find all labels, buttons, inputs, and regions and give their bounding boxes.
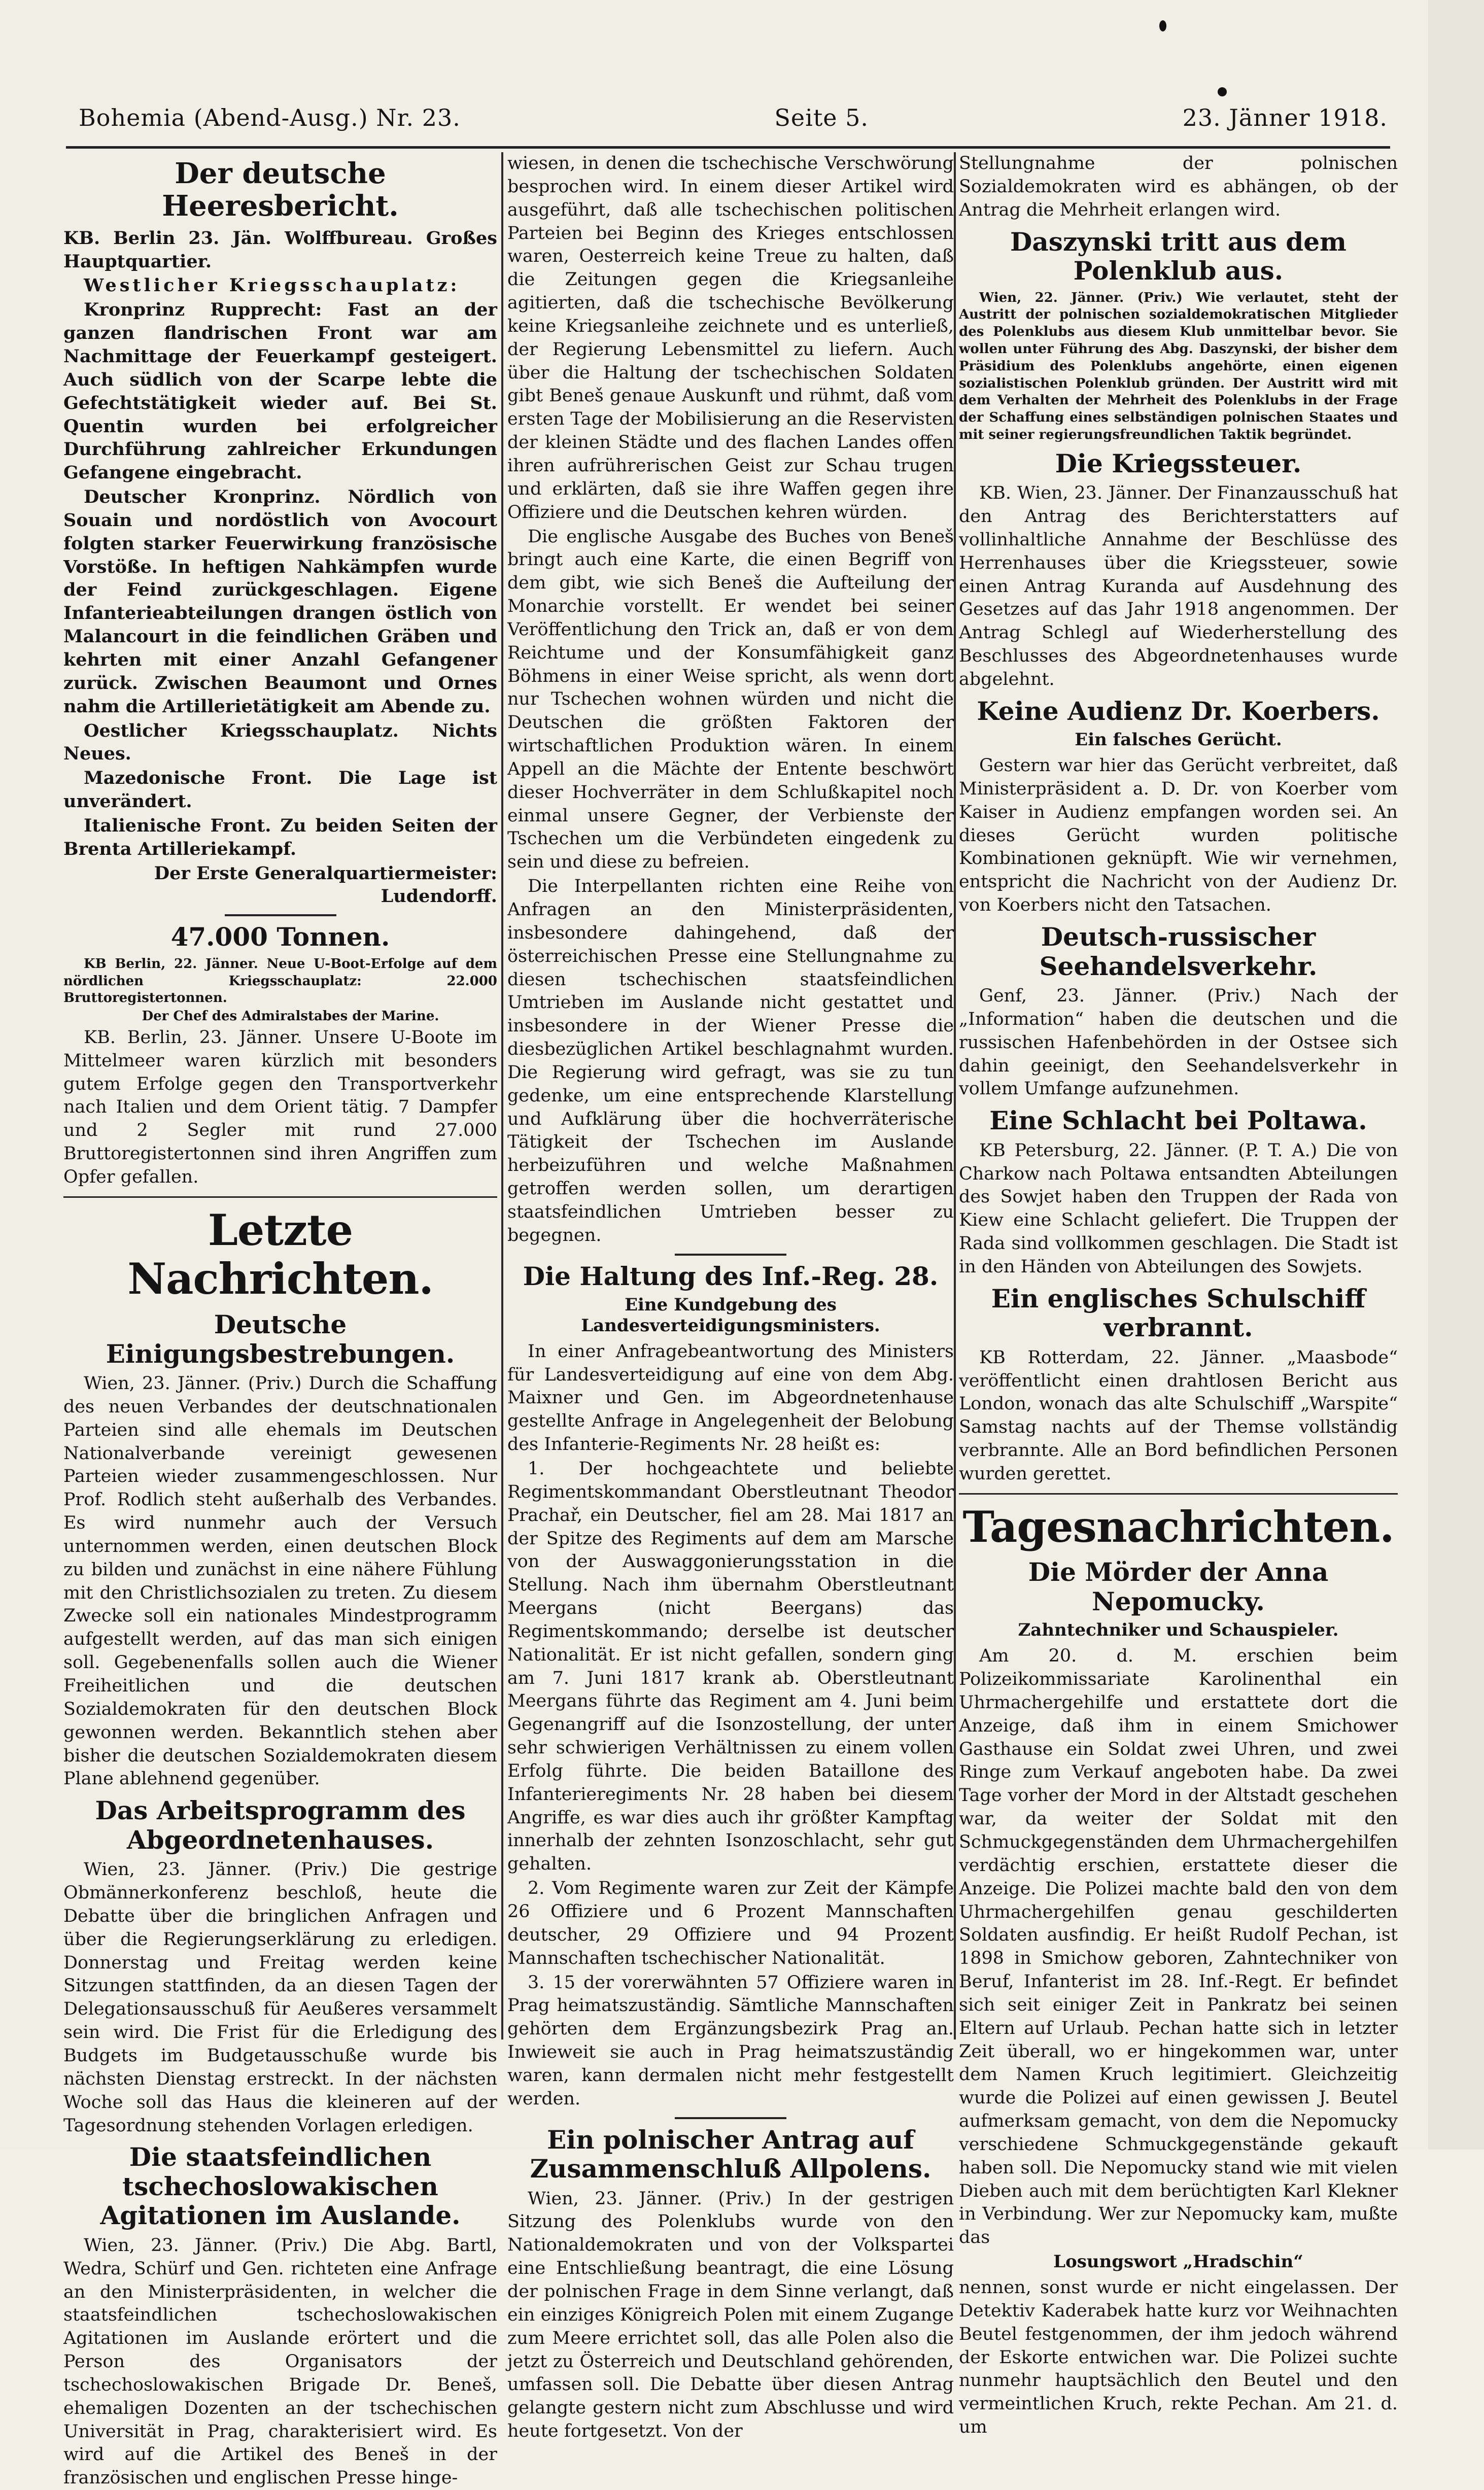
headline-seehandel: Deutsch-russischer Seehandelsverkehr.: [1039, 922, 1318, 981]
headline-inf-reg: Die Haltung des Inf.-Reg. 28.: [523, 1261, 939, 1291]
section-divider: [959, 1493, 1398, 1495]
article-paragraph: 2. Vom Regimente waren zur Zeit der Kämpfe 26 Offiziere und 6 Prozent Mannschaften deutscher, 29 Offiziere und 94 Prozent Mannschaften tschechischer Nationalität.: [507, 1878, 954, 1968]
article-paragraph: Genf, 23. Jänner. (Priv.) Nach der „Information“ haben die deutschen und die russischen Hafenbehörden in der Ostsee sich dahin geeinigt, den Seehandelsverkehr in vollem Umfange aufzunehmen.: [959, 986, 1398, 1099]
article-paragraph: Wien, 23. Jänner. (Priv.) Durch die Schaffung des neuen Verbandes der deutschnationalen Parteien sind alle ehemals im Deutschen Nationalverbande vereinigt gewesenen Parteien wieder zusammengeschlossen. Nur Prof. Rodlich steht außerhalb des Verbandes. Es wird nunmehr auch der Versuch unternommen werden, einen deutschen Block zu bilden und zunächst in eine nähere Fühlung mit den Christlichsozialen zu treten. Zu diesem Zwecke soll ein nationales Mindestprogramm aufgestellt werden, auf das man sich einigen soll. Gegebenenfalls sollen auch die Wiener Freiheitlichen und die deutschen Sozialdemokraten für den deutschen Block gewonnen werden. Bekanntlich stehen aber bisher die deutschen Sozialdemokraten diesem Plane ablehnend gegenüber.: [63, 1373, 497, 1789]
section-divider: [63, 1196, 497, 1198]
article-paragraph: KB. Wien, 23. Jänner. Der Finanzausschuß hat den Antrag des Berichterstatters auf vollinhaltliche Annahme der Beschlüsse des Herrenhauses über die Kriegssteuer, sowie einen Antrag Kuranda auf Ausdehnung des Gesetzes auf das Jahr 1918 angenommen. Der Antrag Schlegl auf Wiederherstellung des Beschlusses des Abgeordnetenhauses wurde abgelehnt.: [959, 483, 1398, 689]
article-paragraph: KB Petersburg, 22. Jänner. (P. T. A.) Die von Charkow nach Poltawa entsandten Abteilungen des Sowjet haben den Truppen der Rada von Kiew eine Schlacht geliefert. Die Truppen der Rada sind vollkommen geschlagen. Die Stadt ist in den Händen von Abteilungen des Sowjets.: [959, 1140, 1398, 1277]
headline-koerber: Keine Audienz Dr. Koerbers.: [977, 696, 1380, 726]
headline-tagesnachrichten: Tagesnachrichten.: [962, 1501, 1394, 1552]
article-paragraph: KB. Berlin, 23. Jänner. Unsere U-Boote im Mittelmeer waren kürzlich mit besonders gutem Erfolge gegen den Transportverkehr nach Italien und dem Orient tätig. 7 Dampfer und 2 Segler mit rund 27.000 Bruttoregistertonnen sind ihren Angriffen zum Opfer gefallen.: [63, 1027, 497, 1187]
ink-speck: [1159, 20, 1166, 31]
article-paragraph: Westlicher Kriegsschauplatz:: [84, 275, 460, 296]
column-3: [959, 152, 1398, 2438]
article-paragraph: Stellungnahme der polnischen Sozialdemokraten wird es abhängen, ob der Antrag die Mehrheit erlangen wird.: [959, 153, 1398, 220]
section-divider: [675, 2117, 786, 2119]
header-page-number: Seite 5.: [774, 104, 869, 131]
headline-schulschiff: Ein englisches Schulschiff verbrannt.: [991, 1283, 1366, 1343]
binding-strip: [1428, 0, 1484, 2150]
article-paragraph: Oestlicher Kriegsschauplatz. Nichts Neues.: [63, 720, 497, 765]
headline-poltawa: Eine Schlacht bei Poltawa.: [989, 1105, 1367, 1136]
article-paragraph: Kronprinz Rupprecht: Fast an der ganzen flandrischen Front war am Nachmittage der Feuerkampf gesteigert. Auch südlich von der Scarpe lebte die Gefechtstätigkeit wieder auf. Bei St. Quentin wurden bei erfolgreicher Durchführung zahlreicher Erkundungen Gefangene eingebracht.: [63, 299, 497, 483]
article-paragraph: Wien, 23. Jänner. (Priv.) In der gestrigen Sitzung des Polenklubs wurde von den Nationaldemokraten und von der Volkspartei eine Entschließung beantragt, die eine Lösung der polnischen Frage in dem Sinne verlangt, daß ein einziges Königreich Polen mit einem Zugange zum Meere errichtet soll, das alle Polen also die jetzt zu Österreich und Deutschland gehörenden, umfassen soll. Die Debatte über diesen Antrag gelangte gestern nicht zum Abschlusse und wird heute fortgesetzt. Von der: [507, 2188, 954, 2442]
header-rule: [66, 146, 1390, 149]
article-paragraph: Gestern war hier das Gerücht verbreitet, daß Ministerpräsident a. D. Dr. von Koerber vom Kaiser in Audienz empfangen worden sei. An dieses Gerücht wurden politische Kombinationen geknüpft. Wie wir vernehmen, entspricht die Nachricht von der Audienz Dr. von Koerbers nicht den Tatsachen.: [959, 755, 1398, 916]
subheadline: Eine Kundgebung des Landesverteidigungsministers.: [581, 1295, 880, 1336]
article-paragraph: wiesen, in denen die tschechische Verschwörung besprochen wird. In einem dieser Artikel wird ausgeführt, daß alle tschechischen politischen Parteien bei Beginn des Krieges entschlossen waren, Oesterreich keine Treue zu halten, daß die Zeitungen gegen die Kriegsanleihe agitierten, daß die tschechische Bevölkerung keine Kriegsanleihe zeichnete und es unterließ, der Regierung Lebensmittel zu liefern. Auch über die Haltung der tschechischen Soldaten gibt Beneš genaue Auskunft und rühmt, daß vom ersten Tage der Mobilisierung an die Reservisten der kleinen Städte und des flachen Landes offen ihren aufrührerischen Geist zur Schau trugen und erklärten, daß sie ihre Waffen gegen ihre Offiziere und die Deutschen kehren würden.: [507, 153, 954, 523]
column-rule: [954, 152, 956, 2039]
article-paragraph: Deutscher Kronprinz. Nördlich von Souain und nordöstlich von Avocourt folgten starker Feuerwirkung französische Vorstöße. In heftigen Nahkämpfen wurde der Feind zurückgeschlagen. Eigene Infanterieabteilungen drangen östlich von Malancourt in die feindlichen Gräben und kehrten mit einer Anzahl Gefangener zurück. Zwischen Beaumont und Ornes nahm die Artillerietätigkeit am Abende zu.: [63, 487, 497, 717]
article-paragraph: Die englische Ausgabe des Buches von Beneš bringt auch eine Karte, die einen Begriff von dem gibt, wie sich Beneš die Aufteilung der Monarchie vorstellt. Er wendet bei seiner Veröffentlichung den Trick an, daß er von dem Reichtume und der Konsumfähigkeit ganz Böhmens in einer Weise spricht, als wenn dort nur Tschechen wohnen würden und nicht die Deutschen die größten Faktoren der wirtschaftlichen Produktion wären. In einem Appell an die Mächte der Entente beschwört dieser Hochverräter in dem Schlußkapitel noch einmal unsere Gegner, der Verbienste der Tschechen um die Verbündeten eingedenk zu sein und diese zu befreien.: [507, 526, 954, 873]
section-divider: [225, 914, 336, 916]
subheadline: Ein falsches Gerücht.: [1075, 730, 1282, 750]
article-paragraph: Italienische Front. Zu beiden Seiten der Brenta Artilleriekampf.: [63, 815, 497, 859]
ink-speck: [1218, 87, 1227, 96]
page-header: [79, 104, 1388, 140]
article-paragraph: Wien, 22. Jänner. (Priv.) Wie verlautet, steht der Austritt der polnischen sozialdemokratischen Mitglieder des Polenklubs aus diesem Klub unmittelbar bevor. Sie wollen unter Führung des Abg. Daszynski, der bisher dem Präsidium des Polenklubs angehörte, einen eigenen sozialistischen Polenklub gründen. Der Austritt wird mit dem Verhalten der Mehrheit des Polenklubs in der Frage der Schaffung eines selbständigen polnischen Staates und mit seiner regierungsfreundlichen Taktik begründet.: [959, 290, 1398, 442]
article-signature: Der Chef des Admiralstabes der Marine.: [142, 1009, 439, 1024]
headline-letzte-nachrichten: Letzte Nachrichten.: [127, 1204, 433, 1304]
article-paragraph: nennen, sonst wurde er nicht eingelassen. Der Detektiv Kaderabek hatte kurz vor Weihnachten Beutel festgenommen, der ihm jedoch während der Eskorte entwichen war. Die Polizei suchte nunmehr hauptsächlich den Beutel und den vermeintlichen Kruch, rekte Pechan. Am 21. d. um: [959, 2277, 1398, 2438]
article-paragraph: Mazedonische Front. Die Lage ist unverändert.: [63, 768, 497, 812]
headline-moerder: Die Mörder der Anna Nepomucky.: [1028, 1557, 1329, 1616]
headline-kriegssteuer: Die Kriegssteuer.: [1055, 448, 1302, 478]
article-paragraph: In einer Anfragebeantwortung des Ministers für Landesverteidigung auf eine von dem Abg. Maixner und Gen. im Abgeordnetenhause gestellte Anfrage in Angelegenheit der Belobung des Infanterie-Regiments Nr. 28 heißt es:: [507, 1341, 954, 1455]
article-paragraph: Wien, 23. Jänner. (Priv.) Die gestrige Obmännerkonferenz beschloß, heute die Debatte über die bringlichen Anfragen und über die Regierungserklärung zu erledigen. Donnerstag und Freitag werden keine Sitzungen stattfinden, da an diesen Tagen der Delegationsausschuß für Aeußeres versammelt sein wird. Die Frist für die Erledigung des Budgets im Budgetausschuße wurde bis nächsten Dienstag erstreckt. In der nächsten Woche soll das Haus die kleineren auf der Tagesordnung stehenden Vorlagen erledigen.: [63, 1859, 497, 2136]
article-paragraph: KB Berlin, 22. Jänner. Neue U-Boot-Erfolge auf dem nördlichen Kriegsschauplatz: 22.000 Bruttoregistertonnen.: [63, 956, 497, 1006]
header-publication: Bohemia (Abend-Ausg.) Nr. 23.: [79, 104, 461, 131]
subheadline: Losungswort „Hradschin“: [1053, 2252, 1303, 2272]
headline-einigung: Deutsche Einigungsbestrebungen.: [106, 1309, 455, 1369]
headline-heeresbericht: Der deutsche Heeresbericht.: [162, 157, 399, 223]
article-paragraph: KB Rotterdam, 22. Jänner. „Maasbode“ veröffentlicht einen drahtlosen Bericht aus London, wonach das alte Schulschiff „Warspite“ Samstag nachts auf der Themse vollständig verbrannte. Alle an Bord befindlichen Personen wurden gerettet.: [959, 1347, 1398, 1484]
column-rule: [501, 152, 503, 2039]
article-paragraph: 1. Der hochgeachtete und beliebte Regimentskommandant Oberstleutnant Theodor Prachař, ein Deutscher, fiel am 28. Mai 1817 an der Spitze des Regiments auf dem am Marsche von der Auswaggonierungsstation in die Stellung. Nach ihm übernahm Oberstleutnant Meergans (nicht Beergans) das Regimentskommando; derselbe ist deutscher Nationalität. Er ist nicht gefallen, sondern ging am 7. Juni 1817 krank ab. Oberstleutnant Meergans führte das Regiment am 4. Juni beim Gegenangriff auf die Isonzostellung, der unter sehr schwierigen Verhältnissen zu einem vollen Erfolg führte. Die beiden Bataillone des Infanterieregiments Nr. 28 haben bei diesem Angriffe, es war dies auch ihr größter Kampftag innerhalb der zehnten Isonzoschlacht, sehr gut gehalten.: [507, 1458, 954, 1875]
headline-tonnen: 47.000 Tonnen.: [170, 922, 390, 952]
article-paragraph: Am 20. d. M. erschien beim Polizeikommissariate Karolinenthal ein Uhrmachergehilfe und erstattete dort die Anzeige, daß ihm in einem Smichower Gasthause ein Soldat zwei Uhren, und zwei Ringe zum Verkauf angeboten habe. Da zwei Tage vorher der Mord in der Altstadt geschehen war, da weiter der Soldat mit den Schmuckgegenständen dem Uhrmachergehilfen verdächtig erschien, erstattete dieser die Anzeige. Die Polizei machte bald den von dem Uhrmachergehilfen genau geschilderten Soldaten ausfindig. Er heißt Rudolf Pechan, ist 1898 in Smichow geboren, Zahntechniker von Beruf, Infanterist im 28. Inf.-Regt. Er befindet sich seit einiger Zeit in Pankratz bei seinen Eltern auf Urlaub. Pechan hatte sich in letzter Zeit überall, wo er hingekommen war, unter dem Namen Kruch legitimiert. Gleichzeitig wurde die Polizei auf einen gewissen J. Beutel aufmerksam gemacht, von dem die Nepomucky verschiedene Schmuckgegenstände gekauft haben soll. Die Nepomucky stand wie mit vielen Dieben auch mit dem berüchtigten Karl Klekner in Verbindung. Wer zur Nepomucky kam, mußte das: [959, 1646, 1398, 2248]
column-2: [507, 152, 954, 2442]
column-1: [63, 152, 497, 2488]
section-divider: [675, 1254, 786, 1256]
header-date: 23. Jänner 1918.: [1182, 104, 1388, 131]
article-paragraph: Wien, 23. Jänner. (Priv.) Die Abg. Bartl, Wedra, Schürf und Gen. richteten eine Anfrage an den Ministerpräsidenten, in welcher die staatsfeindlichen tschechoslowakischen Agitationen im Auslande erörtert und die Person des Organisators der tschechoslowakischen Brigade Dr. Beneš, ehemaligen Dozenten an der tschechischen Universität in Prag, charakterisiert wird. Es wird auf die Artikel des Beneš in der französischen und englischen Presse hinge-: [63, 2235, 497, 2488]
subheadline: Zahntechniker und Schauspieler.: [1018, 1620, 1339, 1641]
article-dateline: KB. Berlin 23. Jän. Wolffbureau. Großes Hauptquartier.: [63, 227, 497, 272]
headline-polnischer-antrag: Ein polnischer Antrag auf Zusammenschluß Allpolens.: [530, 2124, 931, 2184]
article-signature: Der Erste Generalquartiermeister: Ludendorff.: [154, 862, 497, 907]
headline-agitationen: Die staatsfeindlichen tschechoslowakischen Agitationen im Auslande.: [100, 2142, 461, 2231]
article-paragraph: Die Interpellanten richten eine Reihe von Anfragen an den Ministerpräsidenten, insbesondere dahingehend, daß der österreichischen Presse eine Stellungnahme zu diesen tschechischen staatsfeindlichen Umtrieben im Auslande nicht gestattet und insbesondere in der Wiener Presse die diesbezüglichen Artikel beschlagnahmt wurden. Die Regierung wird gefragt, was sie zu tun gedenke, um eine entsprechende Klarstellung und Aufklärung über die hochverräterische Tätigkeit der Tschechen im Auslande herbeizuführen und welche Maßnahmen getroffen werden sollen, um derartigen staatsfeindlichen Umtrieben besser zu begegnen.: [507, 876, 954, 1246]
headline-daszynski: Daszynski tritt aus dem Polenklub aus.: [1010, 226, 1347, 286]
headline-arbeitsprogramm: Das Arbeitsprogramm des Abgeordnetenhauses.: [95, 1795, 466, 1855]
article-paragraph: 3. 15 der vorerwähnten 57 Offiziere waren in Prag heimatszuständig. Sämtliche Mannschaften gehörten dem Ergänzungsbezirk Prag an. Inwieweit sie auch in Prag heimatszuständig waren, kann dermalen nicht mehr festgestellt werden.: [507, 1972, 954, 2109]
